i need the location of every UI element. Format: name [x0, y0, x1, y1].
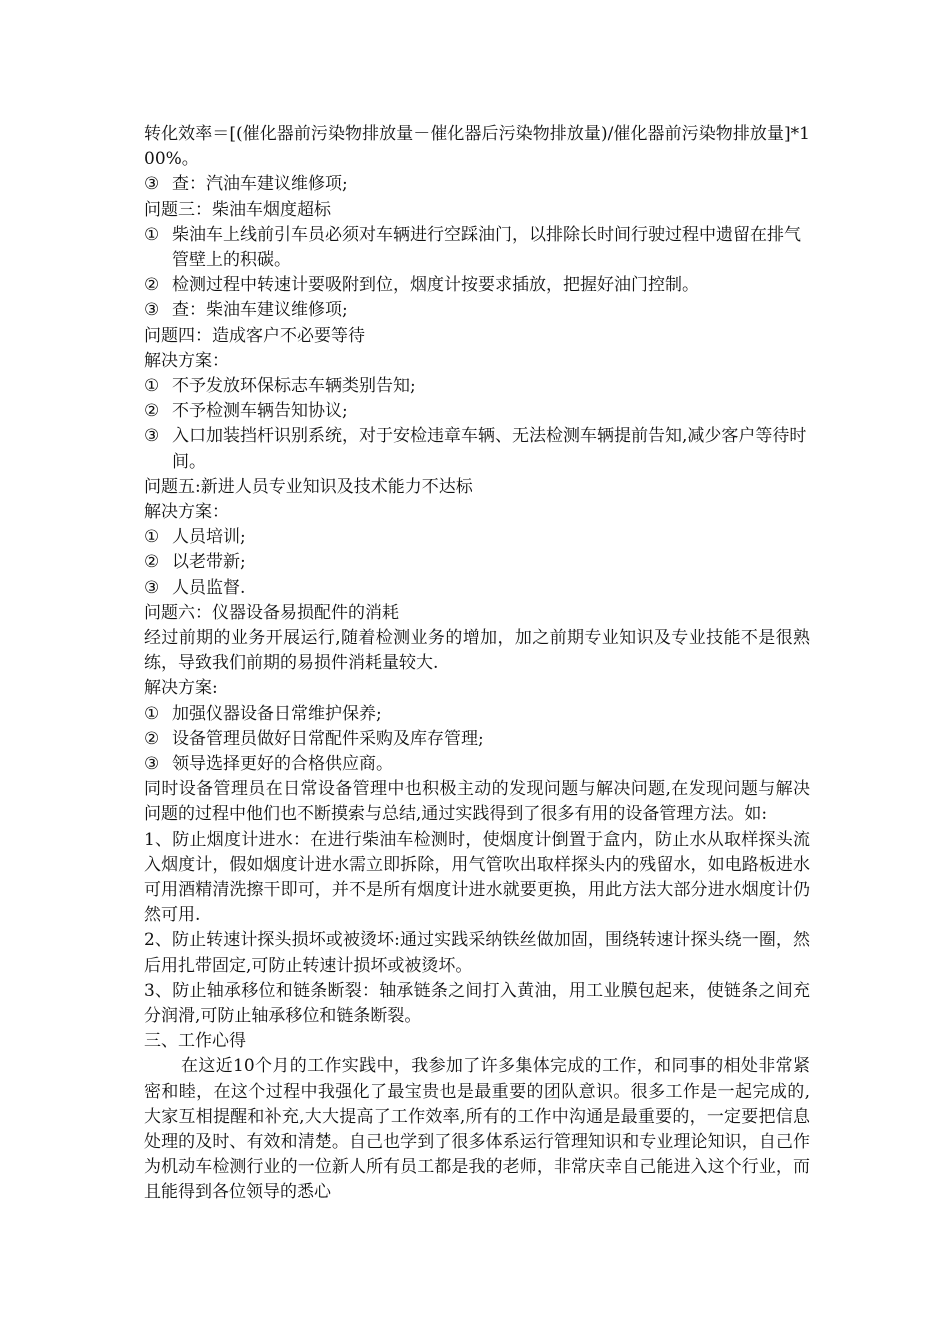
solution-label: 解决方案: — [144, 678, 218, 699]
section-3-heading: 三、工作心得 — [144, 1031, 246, 1052]
list-text: 入口加装挡杆识别系统，对于安检违章车辆、无法检测车辆提前告知,减少客户等待时间。 — [172, 426, 807, 472]
list-item — [144, 298, 810, 323]
problem-5-heading: 问题五:新进人员专业知识及技术能力不达标 — [144, 476, 473, 497]
list-marker: ② — [144, 401, 160, 422]
list-item — [144, 374, 810, 399]
list-text: 以老带新; — [172, 552, 246, 573]
list-item — [144, 273, 810, 298]
problem-4-heading: 问题四：造成客户不必要等待 — [144, 325, 365, 346]
list-marker: ① — [144, 224, 160, 245]
list-text: 柴油车上线前引车员必须对车辆进行空踩油门，以排除长时间行驶过程中遗留在排气管壁上的积碳。 — [172, 224, 801, 270]
list-text: 人员监督. — [172, 577, 246, 598]
solution-label: 解决方案： — [144, 350, 229, 371]
list-text: 不予检测车辆告知协议; — [172, 401, 348, 422]
management-paragraph: 同时设备管理员在日常设备管理中也积极主动的发现问题与解决问题,在发现问题与解决问题的过程中他们也不断摸索与总结,通过实践得到了很多有用的设备管理方法。如: — [144, 779, 810, 825]
list-item — [144, 550, 810, 575]
list-marker: ③ — [144, 174, 160, 195]
conversion-efficiency-formula: 转化效率＝[(催化器前污染物排放量－催化器后污染物排放量)/催化器前污染物排放量]*100%。 — [144, 124, 810, 170]
list-text: 领导选择更好的合格供应商。 — [172, 753, 393, 774]
list-text: 不予发放环保标志车辆类别告知; — [172, 375, 416, 396]
list-marker: ① — [144, 527, 160, 548]
list-marker: ① — [144, 703, 160, 724]
list-text: 加强仪器设备日常维护保养; — [172, 703, 382, 724]
list-text: 查：汽油车建议维修项; — [172, 174, 348, 195]
list-item — [144, 223, 810, 273]
method-2-paragraph: 2、防止转速计探头损坏或被烫坏:通过实践采纳铁丝做加固，围绕转速计探头绕一圈，然后用扎带固定,可防止转速计损坏或被烫坏。 — [144, 930, 810, 976]
document-page — [144, 122, 810, 1206]
list-marker: ② — [144, 275, 160, 296]
list-text: 检测过程中转速计要吸附到位，烟度计按要求插放，把握好油门控制。 — [172, 275, 699, 296]
list-item — [144, 752, 810, 777]
method-3-paragraph: 3、防止轴承移位和链条断裂：轴承链条之间打入黄油，用工业膜包起来，使链条之间充分润滑,可防止轴承移位和链条断裂。 — [144, 980, 810, 1026]
list-marker: ② — [144, 728, 160, 749]
list-marker: ① — [144, 375, 160, 396]
list-text: 查：柴油车建议维修项; — [172, 300, 348, 321]
list-marker: ③ — [144, 753, 160, 774]
solution-label: 解决方案： — [144, 501, 229, 522]
list-item — [144, 399, 810, 424]
list-marker: ② — [144, 552, 160, 573]
problem-6-heading: 问题六：仪器设备易损配件的消耗 — [144, 602, 399, 623]
list-marker: ③ — [144, 300, 160, 321]
problem-3-heading: 问题三：柴油车烟度超标 — [144, 199, 331, 220]
list-marker: ③ — [144, 577, 160, 598]
list-item — [144, 702, 810, 727]
problem-6-description: 经过前期的业务开展运行,随着检测业务的增加，加之前期专业知识及专业技能不是很熟练，导致我们前期的易损件消耗量较大. — [144, 627, 810, 674]
list-text: 设备管理员做好日常配件采购及库存管理; — [172, 728, 484, 749]
list-item — [144, 576, 810, 601]
list-item — [144, 172, 810, 197]
list-text: 人员培训; — [172, 527, 246, 548]
list-item — [144, 525, 810, 550]
list-marker: ③ — [144, 426, 160, 447]
experience-paragraph: 在这近10个月的工作实践中，我参加了许多集体完成的工作，和同事的相处非常紧密和睦，在这个过程中我强化了最宝贵也是最重要的团队意识。很多工作是一起完成的,大家互相提醒和补充,大大提高了工作效率,所有的工作中沟通是最重要的，一定要把信息处理的及时、有效和清楚。自己也学到了很多体系运行管理知识和专业理论知识，自己作为机动车检测行业的一位新人所有员工都是我的老师，非常庆幸自己能进入这个行业，而且能得到各位领导的悉心 — [144, 1056, 810, 1203]
list-item — [144, 424, 810, 474]
list-item — [144, 727, 810, 752]
method-1-paragraph: 1、防止烟度计进水：在进行柴油车检测时，使烟度计倒置于盒内，防止水从取样探头流入烟度计，假如烟度计进水需立即拆除，用气管吹出取样探头内的残留水，如电路板进水可用酒精清洗擦干即可，并不是所有烟度计进水就要更换，用此方法大部分进水烟度计仍然可用. — [144, 829, 810, 926]
